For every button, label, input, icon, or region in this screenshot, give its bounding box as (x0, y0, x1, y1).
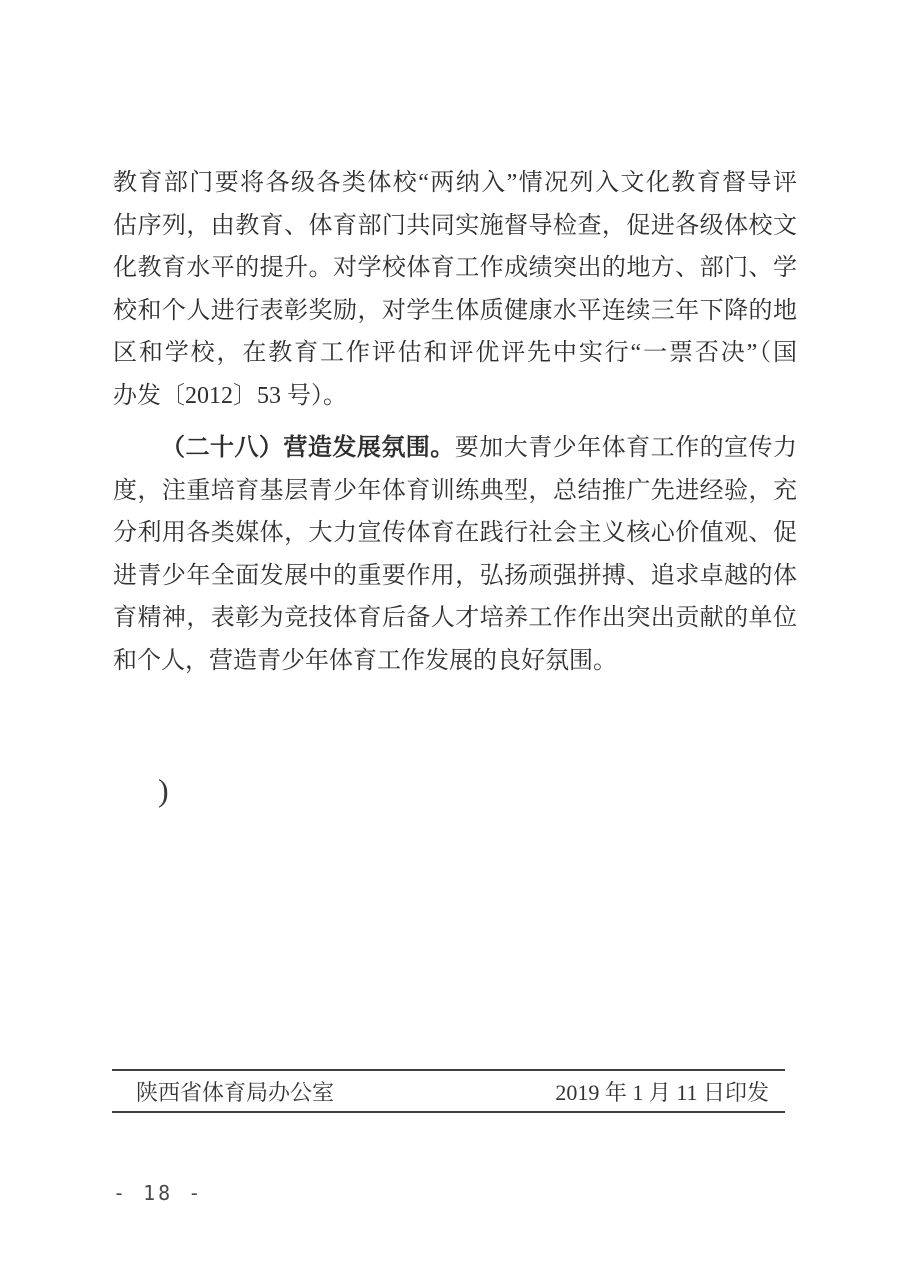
body-text (113, 162, 797, 682)
text-line: 分利用各类媒体，大力宣传体育在践行社会主义核心价值观、促 (113, 520, 797, 546)
stray-scan-mark: ) (158, 772, 169, 808)
text-run: 要加大青少年体育工作的宣传力 (454, 435, 797, 461)
text-line: 校和个人进行表彰奖励，对学生体质健康水平连续三年下降的地 (113, 297, 797, 324)
text-line: 化教育水平的提升。对学校体育工作成绩突出的地方、部门、学 (113, 255, 797, 281)
text-line: 办发〔2012〕53 号）。 (113, 382, 347, 409)
text-line: 育精神，表彰为竞技体育后备人才培养工作作出突出贡献的单位 (113, 605, 797, 631)
footer-date: 2019 年 1 月 11 日印发 (555, 1079, 769, 1105)
text-line: 区和学校，在教育工作评估和评优评先中实行“一票否决”（国 (113, 340, 797, 366)
footer-rule-bottom (112, 1111, 785, 1113)
text-line: 进青少年全面发展中的重要作用，弘扬顽强拼搏、追求卓越的体 (113, 562, 797, 589)
text-line (113, 427, 797, 470)
text-line: 估序列，由教育、体育部门共同实施督导检查，促进各级体校文 (113, 212, 797, 239)
text-line: 度，注重培育基层青少年体育训练典型，总结推广先进经验，充 (113, 477, 797, 504)
footer-rule-top (112, 1069, 785, 1071)
footer (112, 1072, 785, 1110)
page-number: - 18 - (113, 1181, 204, 1205)
text-line: 和个人，营造青少年体育工作发展的良好氛围。 (113, 647, 617, 674)
section-heading: （二十八）营造发展氛围。 (161, 435, 455, 461)
footer-issuer: 陕西省体育局办公室 (136, 1079, 335, 1105)
text-line: 教育部门要将各级各类体校“两纳入”情况列入文化教育督导评 (113, 170, 797, 196)
paragraph-2 (113, 427, 797, 682)
paragraph-1 (113, 162, 797, 417)
